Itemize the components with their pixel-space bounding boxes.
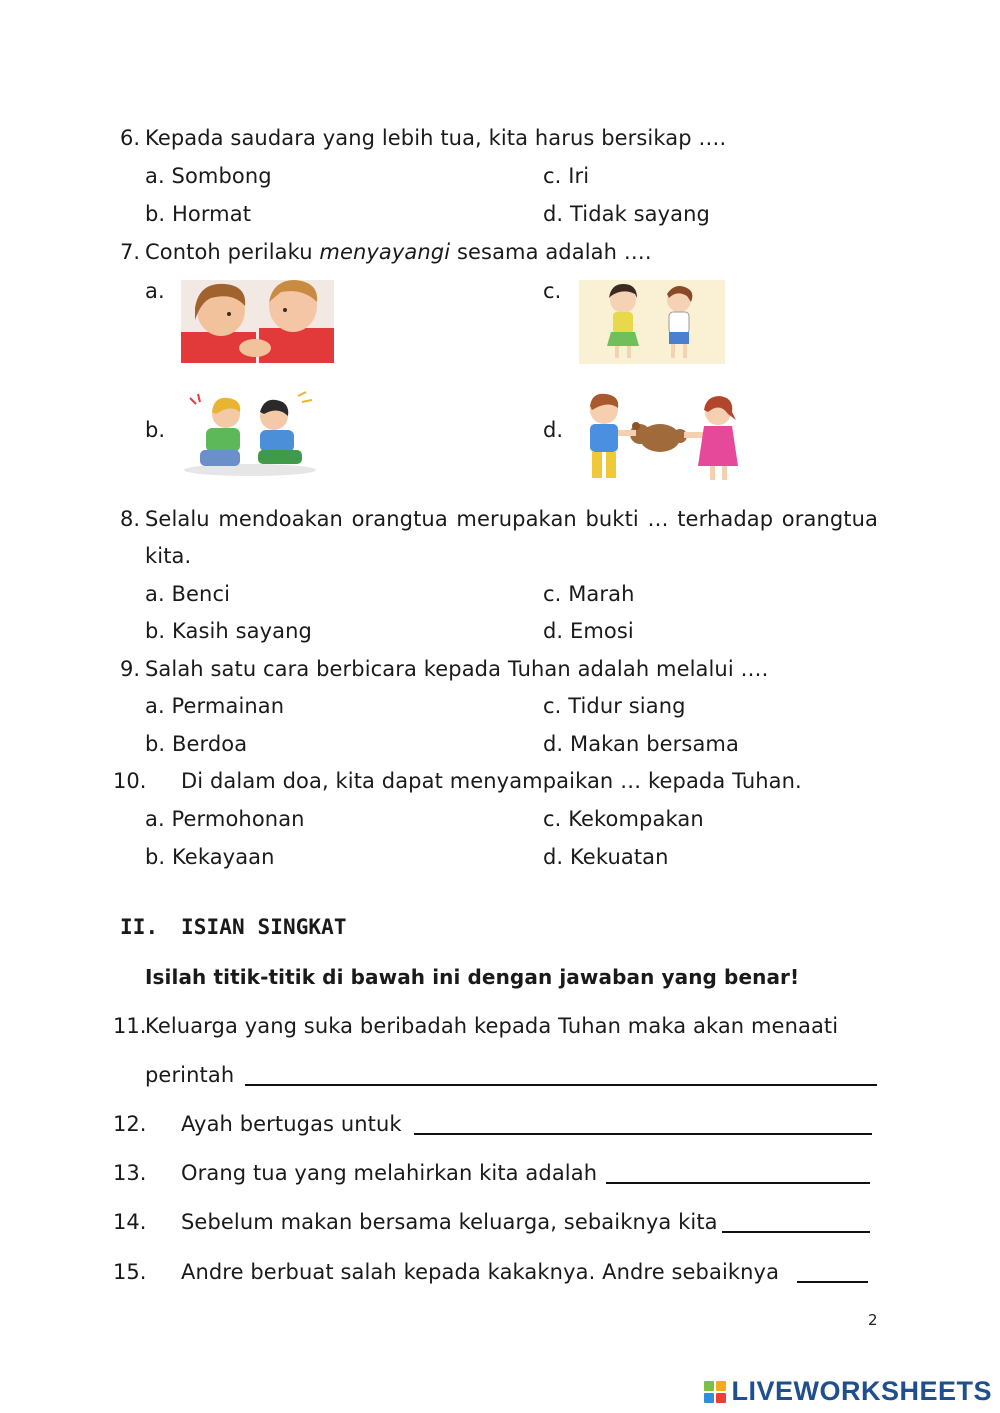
question-15-answer-blank[interactable]: [797, 1281, 868, 1283]
liveworksheets-grid-icon: [703, 1380, 727, 1404]
question-7-text-emphasis: menyayangi: [319, 240, 451, 264]
question-11-answer-blank[interactable]: [245, 1084, 877, 1086]
question-9-option-d[interactable]: d. Makan bersama: [543, 732, 739, 756]
section-2-instruction: Isilah titik-titik di bawah ini dengan jawaban yang benar!: [145, 965, 800, 989]
question-9-option-b[interactable]: b. Berdoa: [145, 732, 248, 756]
question-7-option-d[interactable]: d.: [543, 418, 564, 442]
question-12-text: Ayah bertugas untuk: [181, 1112, 402, 1136]
question-10-option-c[interactable]: c. Kekompakan: [543, 807, 704, 831]
question-15-text: Andre berbuat salah kepada kakaknya. Andre sebaiknya: [181, 1260, 780, 1284]
question-8-option-b[interactable]: b. Kasih sayang: [145, 619, 312, 643]
question-11-number: 11.: [113, 1014, 147, 1038]
question-10-option-d[interactable]: d. Kekuatan: [543, 845, 669, 869]
question-11-text-line1: Keluarga yang suka beribadah kepada Tuhan maka akan menaati: [145, 1014, 839, 1038]
question-15-number: 15.: [113, 1260, 147, 1284]
question-6-text: Kepada saudara yang lebih tua, kita harus bersikap ….: [145, 126, 727, 150]
question-10-option-b[interactable]: b. Kekayaan: [145, 845, 275, 869]
question-8-option-a[interactable]: a. Benci: [145, 582, 231, 606]
question-6-option-a[interactable]: a. Sombong: [145, 164, 272, 188]
question-6-option-c[interactable]: c. Iri: [543, 164, 590, 188]
question-10-text: Di dalam doa, kita dapat menyampaikan … kepada Tuhan.: [181, 769, 802, 793]
question-7-option-c[interactable]: c.: [543, 279, 562, 303]
section-2-title: ISIAN SINGKAT: [181, 915, 347, 939]
question-7-text-post: sesama adalah ….: [450, 240, 652, 264]
question-10-option-a[interactable]: a. Permohonan: [145, 807, 305, 831]
option-b-boys-fighting-image[interactable]: [180, 390, 320, 476]
option-a-children-holding-hands-image[interactable]: [181, 280, 334, 363]
question-8-text-line1: Selalu mendoakan orangtua merupakan bukti … terhadap orangtua: [145, 507, 878, 531]
section-2-roman-numeral: II.: [120, 915, 159, 939]
question-12-number: 12.: [113, 1112, 147, 1136]
question-9-option-c[interactable]: c. Tidur siang: [543, 694, 686, 718]
question-6-number: 6.: [120, 126, 141, 150]
question-7-text-pre: Contoh perilaku: [145, 240, 320, 264]
question-9-text: Salah satu cara berbicara kepada Tuhan adalah melalui ….: [145, 657, 769, 681]
question-10-number: 10.: [113, 769, 147, 793]
liveworksheets-logo[interactable]: [703, 1376, 992, 1407]
question-9-number: 9.: [120, 657, 141, 681]
question-13-number: 13.: [113, 1161, 147, 1185]
page-number: 2: [868, 1311, 878, 1329]
question-7-number: 7.: [120, 240, 141, 264]
question-7-option-a[interactable]: a.: [145, 279, 165, 303]
liveworksheets-wordmark: LIVEWORKSHEETS: [731, 1376, 992, 1406]
question-13-text: Orang tua yang melahirkan kita adalah: [181, 1161, 598, 1185]
question-7-option-b[interactable]: b.: [145, 418, 166, 442]
question-6-option-b[interactable]: b. Hormat: [145, 202, 252, 226]
question-11-text-line2: perintah: [145, 1063, 235, 1087]
question-7-text: [145, 238, 652, 266]
question-14-answer-blank[interactable]: [722, 1231, 870, 1233]
question-13-answer-blank[interactable]: [606, 1182, 870, 1184]
question-12-answer-blank[interactable]: [414, 1133, 872, 1135]
question-8-number: 8.: [120, 507, 141, 531]
question-8-option-c[interactable]: c. Marah: [543, 582, 635, 606]
option-c-girls-arguing-image[interactable]: [579, 280, 725, 364]
question-14-text: Sebelum makan bersama keluarga, sebaiknya kita: [181, 1210, 718, 1234]
question-8-text-line2: kita.: [145, 544, 192, 568]
question-9-option-a[interactable]: a. Permainan: [145, 694, 285, 718]
question-6-option-d[interactable]: d. Tidak sayang: [543, 202, 710, 226]
question-8-option-d[interactable]: d. Emosi: [543, 619, 634, 643]
option-d-tug-of-war-teddy-image[interactable]: [582, 390, 740, 486]
question-14-number: 14.: [113, 1210, 147, 1234]
